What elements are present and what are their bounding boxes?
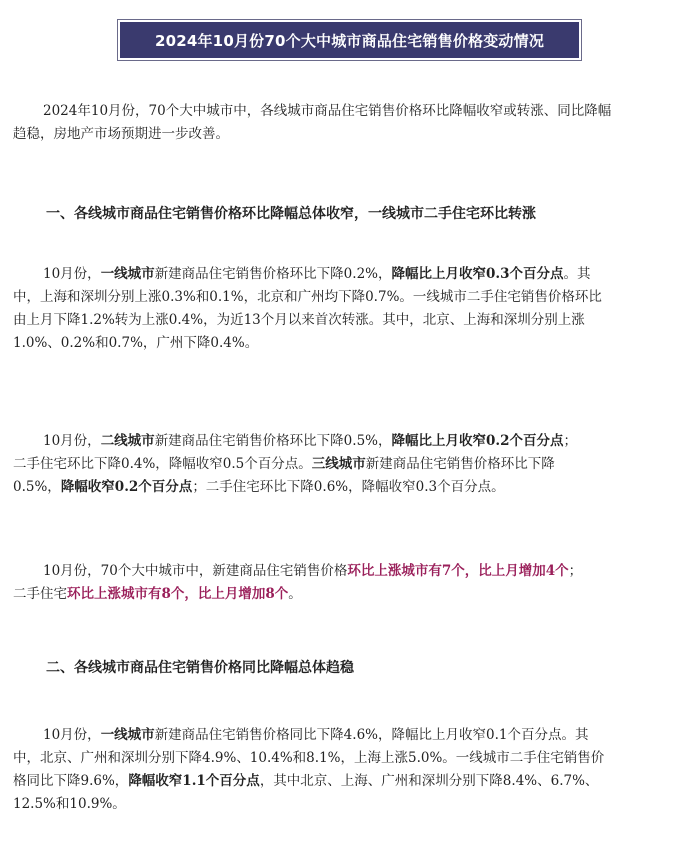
- text-line: 中，北京、广州和深圳分别下降4.9%、10.4%和8.1%，上海上涨5.0%。一线城市二手住宅销售价: [13, 750, 605, 766]
- bold-span: 降幅比上月收窄0.3个百分点: [391, 266, 564, 282]
- text-span: ；: [563, 433, 577, 449]
- section1-paragraph-2: [13, 430, 689, 499]
- text-line: 12.5%和10.9%。: [13, 796, 126, 812]
- text-span: 新建商品住宅销售价格环比下降0.2%，: [154, 266, 392, 282]
- text-span: 10月份，: [43, 266, 101, 282]
- text-span: 新建商品住宅销售价格环比下降0.5%，: [154, 433, 392, 449]
- text-span: 10月份，: [43, 727, 101, 743]
- text-line: 中，上海和深圳分别上涨0.3%和0.1%，北京和广州均下降0.7%。一线城市二手住宅销售价格环比: [13, 289, 602, 305]
- text-span: ，其中北京、上海、广州和深圳分别下降8.4%、6.7%、: [259, 773, 599, 789]
- section2-paragraph-1: [13, 724, 689, 816]
- section1-paragraph-1: [13, 263, 689, 355]
- page-title: 2024年10月份70个大中城市商品住宅销售价格变动情况: [120, 22, 579, 58]
- text-span: 10月份，70个大中城市中，新建商品住宅销售价格: [43, 563, 348, 579]
- bold-span: 降幅收窄0.2个百分点: [60, 479, 193, 495]
- title-banner: [117, 19, 582, 61]
- text-span: 格同比下降9.6%，: [13, 773, 129, 789]
- section2-heading: 二、各线城市商品住宅销售价格同比降幅总体趋稳: [46, 660, 354, 676]
- text-span: 10月份，: [43, 433, 101, 449]
- intro-line-2: 趋稳，房地产市场预期进一步改善。: [13, 126, 229, 142]
- intro-line-1: 2024年10月份，70个大中城市中，各线城市商品住宅销售价格环比降幅收窄或转涨、同比降幅: [43, 103, 612, 119]
- text-span: ；二手住宅环比下降0.6%，降幅收窄0.3个百分点。: [192, 479, 505, 495]
- bold-span: 一线城市: [100, 727, 155, 743]
- text-span: 0.5%，: [13, 479, 61, 495]
- bold-span: 一线城市: [100, 266, 155, 282]
- bold-span: 降幅收窄1.1个百分点: [128, 773, 260, 789]
- section1-paragraph-3: [13, 560, 689, 606]
- text-span: 。其: [563, 266, 591, 282]
- highlight-span: 环比上涨城市有7个，比上月增加4个: [347, 563, 569, 579]
- text-span: 新建商品住宅销售价格环比下降: [365, 456, 555, 472]
- text-span: 。: [288, 586, 302, 602]
- highlight-span: 环比上涨城市有8个，比上月增加8个: [67, 586, 289, 602]
- intro-paragraph: [13, 100, 689, 146]
- text-span: 二手住宅: [13, 586, 67, 602]
- bold-span: 二线城市: [100, 433, 155, 449]
- text-span: 新建商品住宅销售价格同比下降4.6%，降幅比上月收窄0.1个百分点。其: [154, 727, 589, 743]
- bold-span: 三线城市: [311, 456, 366, 472]
- text-line: 由上月下降1.2%转为上涨0.4%，为近13个月以来首次转涨。其中，北京、上海和深圳分别上涨: [13, 312, 585, 328]
- section1-heading: 一、各线城市商品住宅销售价格环比降幅总体收窄，一线城市二手住宅环比转涨: [46, 206, 536, 222]
- text-span: ；: [568, 563, 583, 579]
- text-span: 二手住宅环比下降0.4%，降幅收窄0.5个百分点。: [13, 456, 312, 472]
- bold-span: 降幅比上月收窄0.2个百分点: [391, 433, 564, 449]
- text-line: 1.0%、0.2%和0.7%，广州下降0.4%。: [13, 335, 259, 351]
